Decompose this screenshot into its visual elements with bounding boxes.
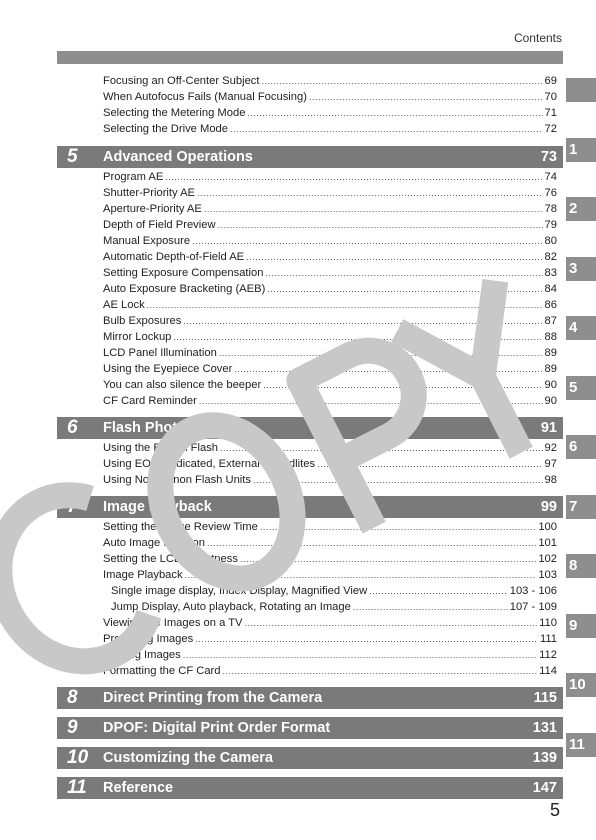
chapter-page: 99 [540, 499, 557, 515]
toc-entry[interactable] [103, 521, 557, 537]
chapter-page: 131 [532, 720, 557, 736]
chapter-tab[interactable]: 5 [566, 376, 596, 400]
chapter-tab[interactable]: 6 [566, 435, 596, 459]
toc-entry-page: 82 [544, 251, 557, 263]
toc-entry-page: 102 [538, 553, 557, 565]
chapter-page: 73 [540, 149, 557, 165]
chapter-title: DPOF: Digital Print Order Format [103, 720, 331, 736]
chapter-tab[interactable]: 7 [566, 495, 596, 519]
chapter-heading[interactable] [57, 146, 563, 168]
dot-leader [147, 300, 543, 310]
toc-entry-title: Aperture-Priority AE [103, 203, 202, 215]
chapter-tab[interactable]: 10 [566, 673, 596, 697]
toc-entry-page: 92 [544, 442, 557, 454]
chapter-number: 9 [67, 717, 78, 738]
toc-entry-title: Mirror Lockup [103, 331, 172, 343]
toc-entry-title: CF Card Reminder [103, 395, 197, 407]
toc-entry[interactable] [103, 187, 557, 203]
dot-leader [247, 108, 542, 118]
dot-leader [204, 204, 543, 214]
dot-leader [267, 284, 542, 294]
toc-entry-page: 98 [544, 474, 557, 486]
toc-entry-page: 71 [544, 107, 557, 119]
toc-entry-title: Selecting the Metering Mode [103, 107, 246, 119]
toc-entry-title: You can also silence the beeper [103, 379, 262, 391]
toc-entry-title: Selecting the Drive Mode [103, 123, 228, 135]
toc-entry-title: Setting the Image Review Time [103, 521, 258, 533]
dot-leader [246, 252, 542, 262]
chapter-tab[interactable]: 4 [566, 316, 596, 340]
toc-entry-page: 114 [539, 665, 557, 677]
toc-entry[interactable] [103, 395, 557, 411]
toc-entry-page: 78 [544, 203, 557, 215]
dot-leader [183, 650, 537, 660]
toc-entry-page: 70 [544, 91, 557, 103]
toc-entry-title: Setting Exposure Compensation [103, 267, 264, 279]
dot-leader [369, 586, 508, 596]
toc-entry-page: 110 [539, 617, 557, 629]
toc-entry-page: 87 [544, 315, 557, 327]
chapter-tab[interactable]: 9 [566, 614, 596, 638]
chapter-title: Image Playback [103, 499, 212, 515]
toc-entry[interactable] [103, 537, 557, 553]
toc-entry-title: Viewing the Images on a TV [103, 617, 243, 629]
dot-leader [207, 538, 536, 548]
toc-entry-title: Program AE [103, 171, 164, 183]
dot-leader [263, 380, 542, 390]
chapter-number: 7 [67, 496, 78, 517]
chapter-page: 139 [532, 750, 557, 766]
chapter-heading[interactable] [57, 496, 563, 518]
toc-entry-title: Protecting Images [103, 633, 194, 645]
toc-entry[interactable] [103, 347, 557, 363]
toc-entry-title: Using EOS-Dedicated, External Speedlites [103, 458, 316, 470]
toc-entry-page: 100 [538, 521, 557, 533]
toc-entry-title: AE Lock [103, 299, 145, 311]
chapter-number: 5 [67, 146, 78, 167]
dot-leader [260, 522, 536, 532]
toc-entry-page: 84 [544, 283, 557, 295]
chapter-heading[interactable] [57, 747, 563, 769]
dot-leader [234, 364, 542, 374]
dot-leader [165, 172, 542, 182]
toc-entry-title: Using Non-Canon Flash Units [103, 474, 251, 486]
toc-entry-page: 79 [544, 219, 557, 231]
toc-entry-page: 103 - 106 [509, 585, 557, 597]
chapter-tab[interactable]: 11 [566, 733, 596, 757]
toc-entry-page: 90 [544, 379, 557, 391]
toc-entry[interactable] [103, 235, 557, 251]
toc-entry-page: 103 [538, 569, 557, 581]
chapter-title: Advanced Operations [103, 149, 253, 165]
toc-entry[interactable] [103, 267, 557, 283]
toc-entry-title: Automatic Depth-of-Field AE [103, 251, 245, 263]
chapter-tab[interactable]: 2 [566, 197, 596, 221]
toc-entry-page: 107 - 109 [509, 601, 557, 613]
dot-leader [265, 268, 542, 278]
toc-entry-title: Setting the LCD Brightness [103, 553, 238, 565]
toc-entry[interactable] [103, 633, 557, 649]
chapter-number: 11 [67, 777, 87, 798]
dot-leader [218, 220, 543, 230]
toc-entry[interactable] [103, 474, 557, 490]
toc-entry-title: Depth of Field Preview [103, 219, 216, 231]
toc-entry-title: Using the Eyepiece Cover [103, 363, 233, 375]
chapter-heading[interactable] [57, 687, 563, 709]
toc-entry-page: 72 [544, 123, 557, 135]
page-number: 5 [549, 800, 560, 820]
toc-entry[interactable] [103, 75, 557, 91]
toc-entry[interactable] [103, 331, 557, 347]
toc-entry-title: When Autofocus Fails (Manual Focusing) [103, 91, 307, 103]
section-label: Contents [513, 31, 562, 45]
toc-entry[interactable] [103, 107, 557, 123]
toc-entry-page: 76 [544, 187, 557, 199]
dot-leader [223, 666, 538, 676]
toc-entry-title: Single image display, Index Display, Magnified View [111, 585, 368, 597]
toc-entry[interactable] [103, 458, 557, 474]
dot-leader [262, 76, 543, 86]
toc-entry[interactable] [103, 219, 557, 235]
dot-leader [240, 554, 536, 564]
dot-leader [245, 618, 538, 628]
chapter-title: Flash Photography [103, 420, 235, 436]
toc-entry-title: Manual Exposure [103, 235, 191, 247]
toc-entry-title: Jump Display, Auto playback, Rotating an Image [111, 601, 351, 613]
toc-entry[interactable] [103, 299, 557, 315]
dot-leader [185, 570, 537, 580]
chapter-number: 10 [67, 747, 89, 768]
dot-leader [353, 602, 508, 612]
toc-entry[interactable] [103, 379, 557, 395]
chapter-tab[interactable]: 8 [566, 554, 596, 578]
toc-entry-title: Image Playback [103, 569, 183, 581]
dot-leader [197, 188, 543, 198]
chapter-page: 91 [540, 420, 557, 436]
dot-leader [183, 316, 542, 326]
toc-entry-page: 101 [538, 537, 557, 549]
dot-leader [253, 475, 543, 485]
dot-leader [317, 459, 542, 469]
toc-entry-title: Shutter-Priority AE [103, 187, 196, 199]
toc-entry-title: Focusing an Off-Center Subject [103, 75, 260, 87]
toc-entry[interactable] [103, 363, 557, 379]
dot-leader [220, 443, 543, 453]
toc-entry-title: Auto Image Rotation [103, 537, 205, 549]
header-rule [57, 51, 563, 64]
toc-entry[interactable] [103, 203, 557, 219]
toc-entry[interactable] [103, 283, 557, 299]
toc-entry-title: Bulb Exposures [103, 315, 182, 327]
toc-entry-title: LCD Panel Illumination [103, 347, 217, 359]
toc-entry[interactable] [103, 617, 557, 633]
chapter-tab[interactable]: 1 [566, 138, 596, 162]
chapter-heading[interactable] [57, 777, 563, 799]
toc-entry[interactable] [103, 665, 557, 681]
dot-leader [192, 236, 542, 246]
toc-entry[interactable] [103, 315, 557, 331]
toc-entry-page: 111 [539, 633, 557, 645]
chapter-tab[interactable]: 3 [566, 257, 596, 281]
dot-leader [219, 348, 543, 358]
toc-entry-page: 83 [544, 267, 557, 279]
toc-entry-title: Using the Built-in Flash [103, 442, 219, 454]
chapter-title: Customizing the Camera [103, 750, 273, 766]
toc-entry-page: 88 [544, 331, 557, 343]
chapter-tab[interactable] [566, 78, 596, 102]
toc-entry-page: 89 [544, 363, 557, 375]
toc-entry[interactable] [103, 251, 557, 267]
toc-entry-title: Formatting the CF Card [103, 665, 221, 677]
chapter-number: 8 [67, 687, 78, 708]
dot-leader [199, 396, 543, 406]
toc-entry[interactable] [103, 649, 557, 665]
toc-entry[interactable] [103, 442, 557, 458]
chapter-page: 147 [532, 780, 557, 796]
dot-leader [195, 634, 538, 644]
toc-entry-page: 89 [544, 347, 557, 359]
toc-entry-page: 69 [544, 75, 557, 87]
toc-entry-page: 74 [544, 171, 557, 183]
chapter-heading[interactable] [57, 717, 563, 739]
toc-entry[interactable] [111, 601, 557, 617]
chapter-page: 115 [533, 690, 557, 706]
toc-entry-page: 112 [539, 649, 557, 661]
chapter-heading[interactable] [57, 417, 563, 439]
toc-entry[interactable] [103, 91, 557, 107]
toc-entry[interactable] [103, 569, 557, 585]
toc-entry-title: Erasing Images [103, 649, 181, 661]
toc-entry[interactable] [103, 553, 557, 569]
chapter-title: Reference [103, 780, 174, 796]
dot-leader [173, 332, 542, 342]
toc-entry-page: 86 [544, 299, 557, 311]
toc-entry-title: Auto Exposure Bracketing (AEB) [103, 283, 266, 295]
toc-entry-page: 97 [544, 458, 557, 470]
chapter-number: 6 [67, 417, 78, 438]
dot-leader [309, 92, 543, 102]
toc-entry-page: 90 [544, 395, 557, 407]
toc-entry[interactable] [103, 123, 557, 139]
toc-entry[interactable] [103, 171, 557, 187]
dot-leader [230, 124, 543, 134]
chapter-title: Direct Printing from the Camera [103, 690, 323, 706]
toc-entry[interactable] [111, 585, 557, 601]
toc-entry-page: 80 [544, 235, 557, 247]
